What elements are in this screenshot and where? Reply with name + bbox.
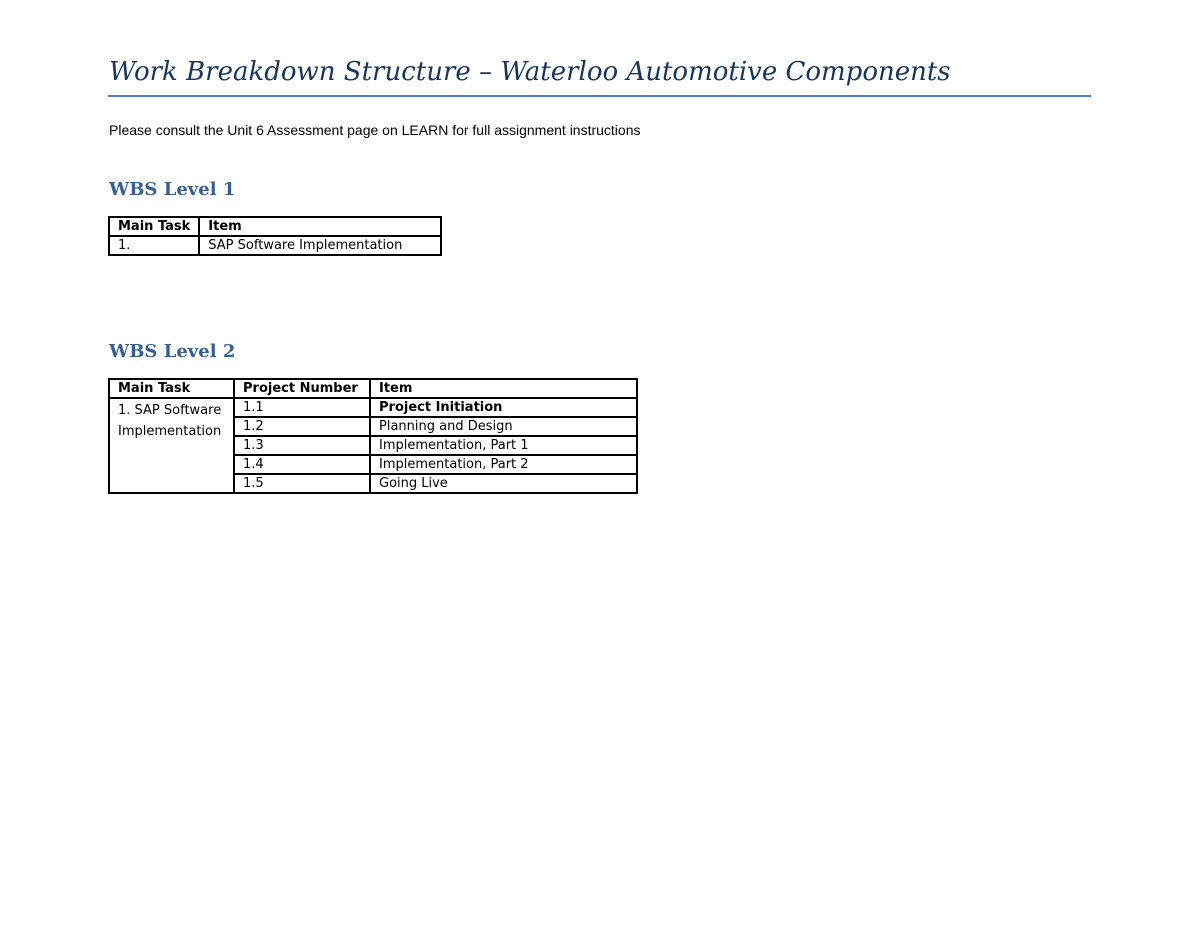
page-title: Work Breakdown Structure – Waterloo Automotive Components bbox=[109, 57, 951, 87]
item-cell: Going Live bbox=[370, 474, 637, 493]
wbs-level-1-heading: WBS Level 1 bbox=[109, 179, 236, 200]
table-row bbox=[109, 398, 637, 417]
project-number-cell: 1.5 bbox=[234, 474, 370, 493]
item-cell: Project Initiation bbox=[370, 398, 637, 417]
instructions-text: Please consult the Unit 6 Assessment page on LEARN for full assignment instructions bbox=[109, 122, 641, 138]
item-cell: Implementation, Part 2 bbox=[370, 455, 637, 474]
table-header-row bbox=[109, 379, 637, 398]
wbs-level-1-table bbox=[108, 216, 442, 256]
item-cell: Planning and Design bbox=[370, 417, 637, 436]
project-number-cell: 1.3 bbox=[234, 436, 370, 455]
table-row bbox=[109, 236, 441, 255]
wbs-level-2-table bbox=[108, 378, 638, 494]
main-task-cell bbox=[109, 398, 234, 493]
project-number-cell: 1.4 bbox=[234, 455, 370, 474]
main-task-line-1: 1. SAP Software bbox=[118, 403, 222, 418]
column-header-project-number: Project Number bbox=[234, 379, 370, 398]
item-cell: Implementation, Part 1 bbox=[370, 436, 637, 455]
table-header-row bbox=[109, 217, 441, 236]
project-number-cell: 1.2 bbox=[234, 417, 370, 436]
title-divider bbox=[108, 95, 1091, 97]
wbs-level-2-heading: WBS Level 2 bbox=[109, 341, 236, 362]
column-header-item: Item bbox=[199, 217, 441, 236]
column-header-item: Item bbox=[370, 379, 637, 398]
column-header-main-task: Main Task bbox=[109, 379, 234, 398]
item-cell: SAP Software Implementation bbox=[199, 236, 441, 255]
main-task-cell: 1. bbox=[109, 236, 199, 255]
main-task-line-2: Implementation bbox=[118, 424, 222, 439]
project-number-cell: 1.1 bbox=[234, 398, 370, 417]
column-header-main-task: Main Task bbox=[109, 217, 199, 236]
